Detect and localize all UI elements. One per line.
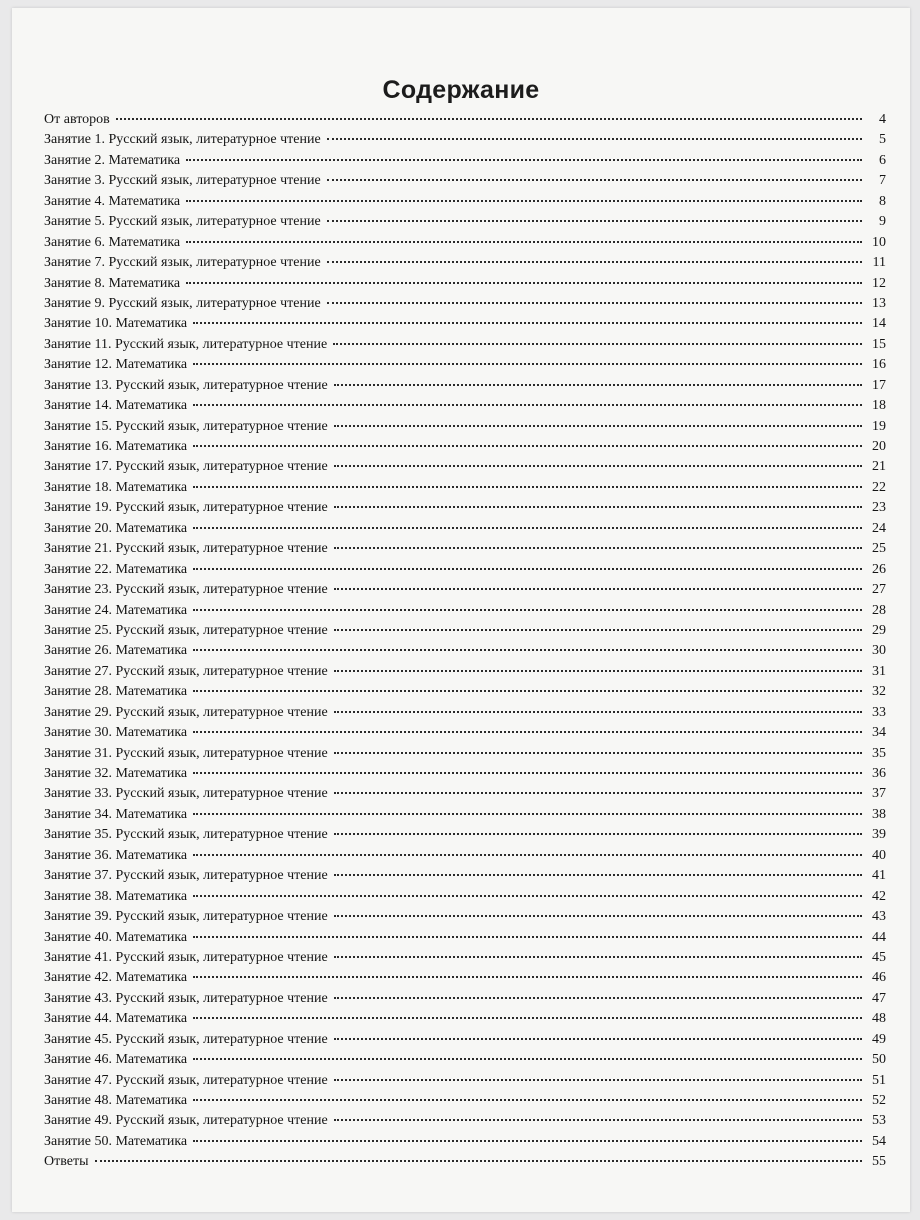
toc-entry-page-number: 10 xyxy=(872,234,886,250)
toc-entry-page-number: 40 xyxy=(872,847,886,863)
dot-leader xyxy=(333,342,862,345)
dot-leader xyxy=(193,730,862,733)
toc-entry-page-number: 14 xyxy=(872,316,886,332)
toc-entry xyxy=(44,1011,886,1031)
toc-entry xyxy=(44,500,886,520)
dot-leader xyxy=(95,1159,863,1162)
dot-leader xyxy=(186,158,862,161)
toc-entry-page-number: 24 xyxy=(872,520,886,536)
dot-leader xyxy=(334,464,862,467)
toc-entry-page-number: 15 xyxy=(872,336,886,352)
dot-leader xyxy=(334,1037,862,1040)
dot-leader xyxy=(334,628,862,631)
toc-entry-page-number: 46 xyxy=(872,970,886,986)
dot-leader xyxy=(193,444,862,447)
toc-entry-label: Занятие 35. Русский язык, литературное чтение xyxy=(44,827,328,843)
toc-entry xyxy=(44,746,886,766)
toc-entry-page-number: 27 xyxy=(872,582,886,598)
toc-entry xyxy=(44,766,886,786)
toc-entry-label: Занятие 7. Русский язык, литературное чтение xyxy=(44,255,321,271)
toc-entry-page-number: 54 xyxy=(872,1133,886,1149)
toc-entry-label: Занятие 41. Русский язык, литературное чтение xyxy=(44,949,328,965)
toc-entry-label: Занятие 15. Русский язык, литературное чтение xyxy=(44,418,328,434)
toc-entry-label: Занятие 46. Математика xyxy=(44,1052,188,1068)
toc-entry xyxy=(44,562,886,582)
toc-entry-page-number: 49 xyxy=(872,1031,886,1047)
toc-entry-label: Занятие 42. Математика xyxy=(44,970,188,986)
toc-entry xyxy=(44,848,886,868)
toc-entry-label: Занятие 25. Русский язык, литературное чтение xyxy=(44,622,328,638)
toc-entry-label: Занятие 24. Математика xyxy=(44,602,188,618)
dot-leader xyxy=(193,1016,862,1019)
toc-entry-label: Занятие 3. Русский язык, литературное чтение xyxy=(44,173,321,189)
toc-entry-label: Занятие 27. Русский язык, литературное чтение xyxy=(44,663,328,679)
toc-entry-label: Занятие 32. Математика xyxy=(44,766,188,781)
toc-entry-page-number: 34 xyxy=(872,725,886,741)
toc-entry-page-number: 16 xyxy=(872,357,886,373)
dot-leader xyxy=(186,281,862,284)
toc-entry xyxy=(44,623,886,643)
dot-leader xyxy=(334,996,862,999)
toc-entry-page-number: 32 xyxy=(872,684,886,700)
toc-entry xyxy=(44,1134,886,1154)
dot-leader xyxy=(193,485,862,488)
toc-entry-label: Занятие 1. Русский язык, литературное чтение xyxy=(44,132,321,148)
dot-leader xyxy=(193,1098,862,1101)
toc-entry xyxy=(44,705,886,725)
dot-leader xyxy=(116,117,862,120)
dot-leader xyxy=(193,771,862,774)
toc-entry xyxy=(44,1093,886,1113)
toc-entry-page-number: 50 xyxy=(872,1052,886,1068)
toc-entry-page-number: 12 xyxy=(872,275,886,291)
toc-entry-page-number: 25 xyxy=(872,541,886,557)
toc-entry-label: Занятие 45. Русский язык, литературное чтение xyxy=(44,1031,328,1047)
toc-entry-label: Занятие 23. Русский язык, литературное чтение xyxy=(44,582,328,598)
toc-entry xyxy=(44,541,886,561)
dot-leader xyxy=(193,1057,862,1060)
toc-entry-label: Занятие 37. Русский язык, литературное чтение xyxy=(44,868,328,884)
toc-entry-label: Занятие 17. Русский язык, литературное чтение xyxy=(44,459,328,475)
toc-entry-page-number: 8 xyxy=(879,193,886,209)
dot-leader xyxy=(327,178,862,181)
toc-entry-label: Занятие 47. Русский язык, литературное чтение xyxy=(44,1072,328,1088)
toc-entry xyxy=(44,132,886,152)
dot-leader xyxy=(334,710,862,713)
toc-entry-page-number: 20 xyxy=(872,439,886,454)
toc-entry xyxy=(44,603,886,623)
page-title: Содержание xyxy=(382,76,540,104)
dot-leader xyxy=(193,567,862,570)
toc-entry xyxy=(44,398,886,418)
toc-entry xyxy=(44,930,886,950)
toc-entry-label: Занятие 4. Математика xyxy=(44,193,181,209)
toc-entry xyxy=(44,1073,886,1093)
toc-entry-label: Занятие 16. Математика xyxy=(44,439,188,454)
dot-leader xyxy=(334,791,862,794)
toc-entry-label: Занятие 21. Русский язык, литературное чтение xyxy=(44,541,328,557)
toc-entry-page-number: 52 xyxy=(872,1093,886,1108)
toc-entry xyxy=(44,173,886,193)
toc-entry xyxy=(44,1052,886,1072)
toc-entry-label: Занятие 14. Математика xyxy=(44,398,188,414)
toc-entry-label: Занятие 49. Русский язык, литературное чтение xyxy=(44,1113,328,1129)
toc-entry-page-number: 7 xyxy=(879,173,886,189)
toc-entry-label: Занятие 22. Математика xyxy=(44,561,188,577)
toc-entry-page-number: 23 xyxy=(872,500,886,516)
toc-entry xyxy=(44,868,886,888)
toc-entry xyxy=(44,725,886,745)
toc-entry-label: Занятие 43. Русский язык, литературное чтение xyxy=(44,990,328,1006)
toc-entry-label: От авторов xyxy=(44,112,110,127)
dot-leader xyxy=(193,648,862,651)
toc-entry-label: Занятие 11. Русский язык, литературное чтение xyxy=(44,336,328,352)
toc-entry-label: Занятие 2. Математика xyxy=(44,152,181,168)
toc-entry-page-number: 39 xyxy=(872,827,886,843)
dot-leader xyxy=(186,240,862,243)
toc-entry-label: Ответы xyxy=(44,1154,89,1170)
toc-entry-page-number: 41 xyxy=(872,868,886,884)
dot-leader xyxy=(327,260,862,263)
toc-entry-page-number: 31 xyxy=(872,663,886,679)
toc-entry-label: Занятие 13. Русский язык, литературное чтение xyxy=(44,377,328,393)
toc-entry xyxy=(44,991,886,1011)
toc-entry xyxy=(44,112,886,132)
toc-entry-label: Занятие 31. Русский язык, литературное чтение xyxy=(44,745,328,761)
toc-entry xyxy=(44,664,886,684)
toc-entry xyxy=(44,807,886,827)
toc-entry-page-number: 26 xyxy=(872,561,886,577)
dot-leader xyxy=(193,403,862,406)
dot-leader xyxy=(193,935,862,938)
dot-leader xyxy=(193,362,862,365)
toc-entry-page-number: 21 xyxy=(872,459,886,475)
toc-entry-page-number: 48 xyxy=(872,1011,886,1027)
dot-leader xyxy=(334,424,862,427)
toc-entry-page-number: 6 xyxy=(879,152,886,168)
toc-entry-label: Занятие 48. Математика xyxy=(44,1093,188,1108)
dot-leader xyxy=(334,546,862,549)
toc-entry xyxy=(44,194,886,214)
toc-entry xyxy=(44,214,886,234)
toc-entry xyxy=(44,889,886,909)
toc-entry-page-number: 29 xyxy=(872,622,886,638)
toc-entry-page-number: 38 xyxy=(872,806,886,822)
toc-entry-page-number: 33 xyxy=(872,704,886,720)
toc-entry-label: Занятие 44. Математика xyxy=(44,1011,188,1027)
toc-entry xyxy=(44,153,886,173)
toc-entry-label: Занятие 50. Математика xyxy=(44,1133,188,1149)
toc-entry-page-number: 43 xyxy=(872,909,886,925)
toc-entry xyxy=(44,1154,886,1174)
dot-leader xyxy=(193,1139,862,1142)
toc-entry-page-number: 18 xyxy=(872,398,886,414)
toc-entry xyxy=(44,684,886,704)
toc-entry-label: Занятие 5. Русский язык, литературное чтение xyxy=(44,214,321,230)
dot-leader xyxy=(193,689,862,692)
toc-entry-page-number: 9 xyxy=(879,214,886,230)
toc-entry-label: Занятие 18. Математика xyxy=(44,479,188,495)
toc-entry-page-number: 53 xyxy=(872,1113,886,1129)
toc-entry-page-number: 44 xyxy=(872,929,886,945)
document-page xyxy=(12,8,910,1212)
toc-entry-label: Занятие 30. Математика xyxy=(44,725,188,741)
dot-leader xyxy=(334,955,862,958)
dot-leader xyxy=(193,894,862,897)
toc-entry xyxy=(44,786,886,806)
toc-entry xyxy=(44,276,886,296)
dot-leader xyxy=(193,526,862,529)
toc-entry xyxy=(44,909,886,929)
dot-leader xyxy=(327,137,862,140)
toc-entry-label: Занятие 36. Математика xyxy=(44,847,188,863)
toc-entry-page-number: 30 xyxy=(872,643,886,659)
toc-entry xyxy=(44,316,886,336)
toc-entry-page-number: 17 xyxy=(872,377,886,393)
toc-entry-page-number: 5 xyxy=(879,132,886,148)
toc-entry xyxy=(44,235,886,255)
toc-entry-label: Занятие 20. Математика xyxy=(44,520,188,536)
toc-entry-label: Занятие 40. Математика xyxy=(44,929,188,945)
dot-leader xyxy=(334,669,862,672)
toc-entry xyxy=(44,1113,886,1133)
toc-entry-label: Занятие 28. Математика xyxy=(44,684,188,700)
toc-entry-label: Занятие 19. Русский язык, литературное чтение xyxy=(44,500,328,516)
dot-leader xyxy=(193,608,862,611)
toc-entry-label: Занятие 6. Математика xyxy=(44,234,181,250)
toc-entry-page-number: 35 xyxy=(872,745,886,761)
toc-entry xyxy=(44,827,886,847)
toc-entry-page-number: 4 xyxy=(879,112,886,127)
dot-leader xyxy=(334,832,862,835)
toc-entry xyxy=(44,296,886,316)
toc-entry-label: Занятие 12. Математика xyxy=(44,357,188,373)
toc-entry-page-number: 55 xyxy=(872,1154,886,1170)
toc-entry-label: Занятие 38. Математика xyxy=(44,888,188,904)
toc-entry-label: Занятие 34. Математика xyxy=(44,806,188,822)
toc-entry-label: Занятие 26. Математика xyxy=(44,643,188,659)
toc-entry xyxy=(44,378,886,398)
toc-entry-page-number: 42 xyxy=(872,888,886,904)
toc-entry xyxy=(44,521,886,541)
dot-leader xyxy=(334,1078,862,1081)
toc-entry-page-number: 45 xyxy=(872,949,886,965)
dot-leader xyxy=(193,975,862,978)
dot-leader xyxy=(193,321,862,324)
dot-leader xyxy=(334,587,862,590)
dot-leader xyxy=(193,853,862,856)
dot-leader xyxy=(334,505,862,508)
toc-entry-page-number: 47 xyxy=(872,990,886,1006)
dot-leader xyxy=(327,301,862,304)
toc-entry xyxy=(44,419,886,439)
toc-entry xyxy=(44,950,886,970)
toc-entry xyxy=(44,480,886,500)
toc-entry-page-number: 51 xyxy=(872,1072,886,1088)
toc-entry-page-number: 28 xyxy=(872,602,886,618)
table-of-contents xyxy=(44,112,886,1175)
dot-leader xyxy=(334,873,862,876)
toc-entry-page-number: 19 xyxy=(872,418,886,434)
dot-leader xyxy=(334,751,862,754)
dot-leader xyxy=(186,199,862,202)
toc-entry-page-number: 22 xyxy=(872,479,886,495)
toc-entry xyxy=(44,970,886,990)
toc-entry-page-number: 37 xyxy=(872,786,886,802)
toc-entry xyxy=(44,1032,886,1052)
toc-entry-label: Занятие 10. Математика xyxy=(44,316,188,332)
dot-leader xyxy=(334,914,862,917)
toc-entry xyxy=(44,582,886,602)
toc-entry-label: Занятие 39. Русский язык, литературное чтение xyxy=(44,909,328,925)
dot-leader xyxy=(334,1118,862,1121)
toc-entry xyxy=(44,337,886,357)
toc-entry-label: Занятие 9. Русский язык, литературное чтение xyxy=(44,295,321,311)
toc-entry-page-number: 36 xyxy=(872,766,886,781)
toc-entry xyxy=(44,357,886,377)
dot-leader xyxy=(327,219,862,222)
toc-entry-label: Занятие 29. Русский язык, литературное чтение xyxy=(44,704,328,720)
toc-entry-page-number: 11 xyxy=(872,255,886,271)
dot-leader xyxy=(334,383,862,386)
toc-entry xyxy=(44,459,886,479)
toc-entry xyxy=(44,643,886,663)
dot-leader xyxy=(193,812,862,815)
toc-entry xyxy=(44,255,886,275)
toc-entry-label: Занятие 33. Русский язык, литературное чтение xyxy=(44,786,328,802)
toc-entry-page-number: 13 xyxy=(872,295,886,311)
toc-entry xyxy=(44,439,886,459)
toc-entry-label: Занятие 8. Математика xyxy=(44,275,181,291)
